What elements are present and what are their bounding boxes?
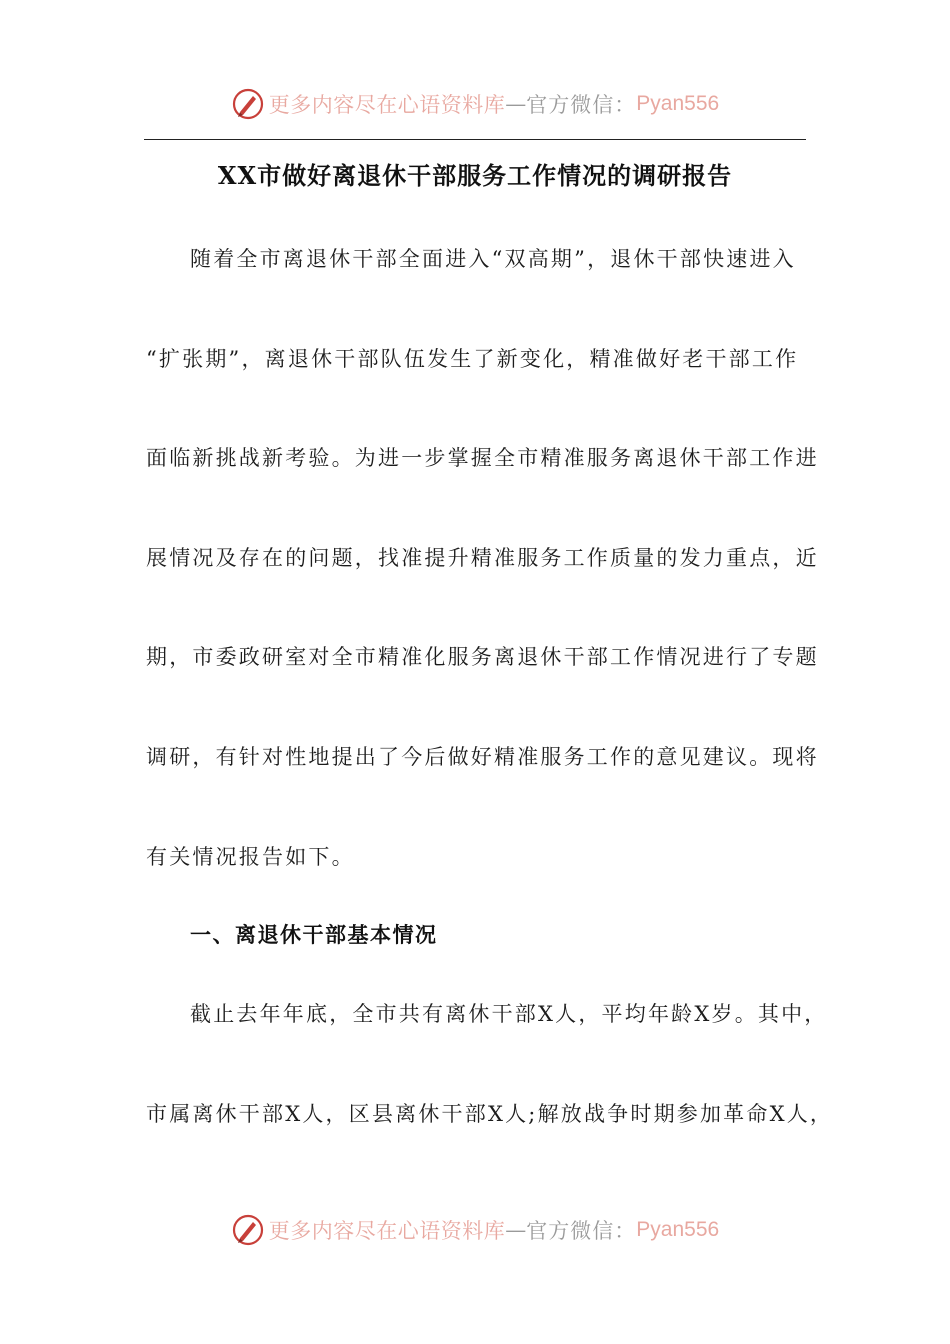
banner-separator: — <box>505 92 527 116</box>
paragraph-line: 市属离休干部X人，区县离休干部X人;解放战争时期参加革命X人， <box>146 1102 834 1126</box>
paragraph-line: 展情况及存在的问题，找准提升精准服务工作质量的发力重点，近 <box>146 546 819 570</box>
banner-separator: — <box>505 1218 527 1242</box>
banner-wechat-id: Pyan556 <box>636 1218 720 1241</box>
header-banner <box>0 84 950 124</box>
paragraph-line: 有关情况报告如下。 <box>146 845 355 869</box>
header-rule <box>144 139 806 140</box>
paragraph-line: 期，市委政研室对全市精准化服务离退休干部工作情况进行了专题 <box>146 645 819 669</box>
banner-label: 官方微信： <box>526 1219 637 1243</box>
paragraph-line: 随着全市离退休干部全面进入“双高期”，退休干部快速进入 <box>190 247 796 271</box>
paragraph-line: “扩张期”，离退休干部队伍发生了新变化，精准做好老干部工作 <box>146 347 799 371</box>
paragraph-line: 调研，有针对性地提出了今后做好精准服务工作的意见建议。现将 <box>146 745 819 769</box>
paragraph-line: 面临新挑战新考验。为进一步掌握全市精准服务离退休干部工作进 <box>146 446 819 470</box>
footer-banner <box>0 1210 950 1250</box>
banner-text: 更多内容尽在心语资料库 <box>268 93 506 117</box>
pen-logo-icon <box>231 1213 265 1247</box>
pen-logo-icon <box>231 87 265 121</box>
banner-wechat-id: Pyan556 <box>636 92 720 115</box>
paragraph-line: 截止去年年底，全市共有离休干部X人，平均年龄X岁。其中， <box>190 1002 828 1026</box>
section-heading: 一、离退休干部基本情况 <box>190 922 438 947</box>
banner-label: 官方微信： <box>526 93 637 117</box>
document-title: XX市做好离退休干部服务工作情况的调研报告 <box>217 161 733 190</box>
banner-text: 更多内容尽在心语资料库 <box>268 1219 506 1243</box>
